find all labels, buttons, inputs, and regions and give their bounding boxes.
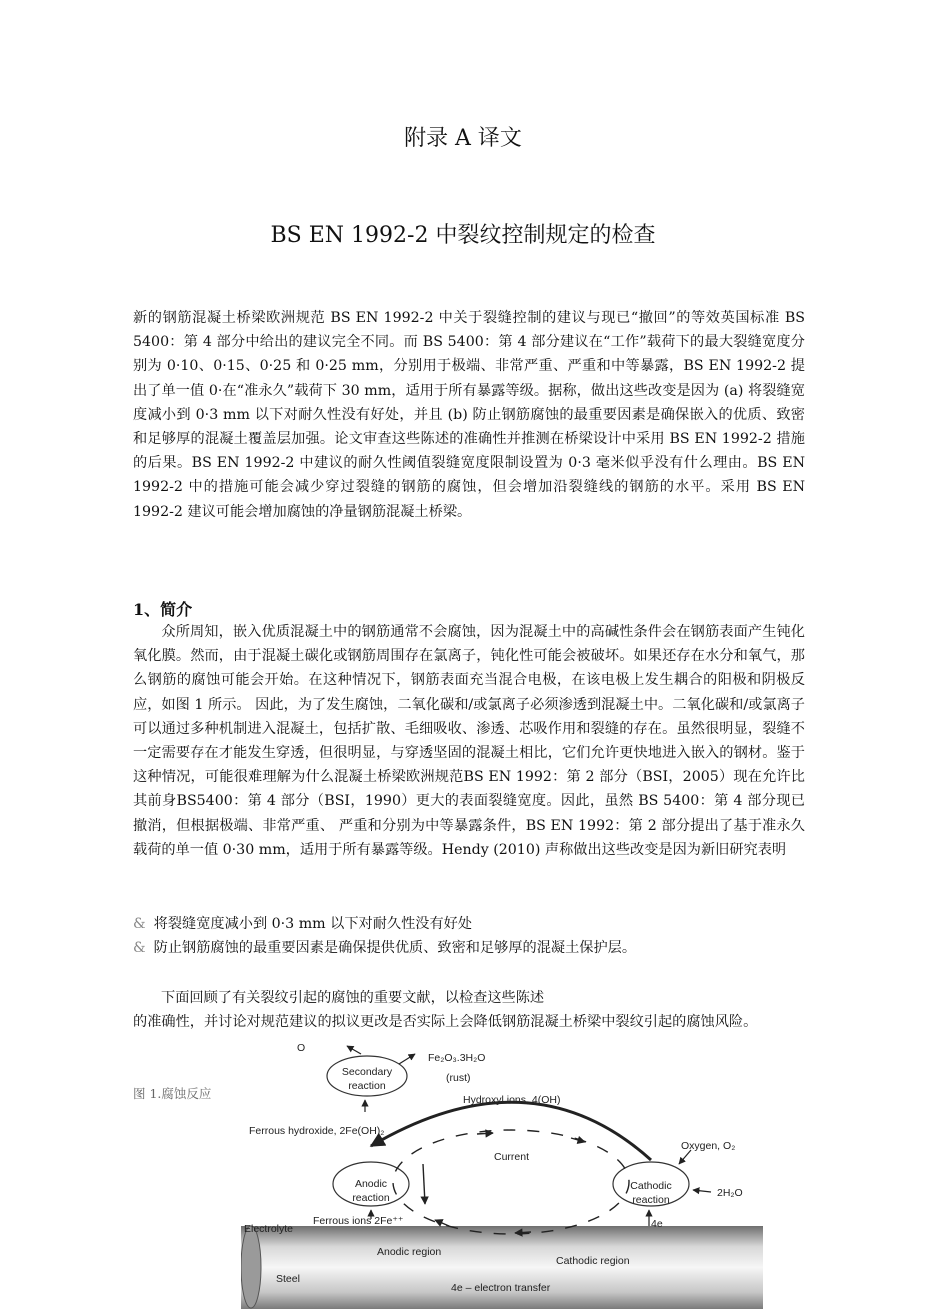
current-arrow: [515, 1232, 531, 1233]
steel-bar: [241, 1226, 763, 1309]
bullet-mark: &: [133, 940, 146, 956]
current-arrow: [477, 1133, 493, 1134]
bullet-item: [133, 937, 636, 957]
steel-bar-end: [241, 1226, 261, 1308]
bullet-text: 防止钢筋腐蚀的最重要因素是确保提供优质、致密和足够厚的混凝土保护层。: [153, 940, 637, 956]
article-title: BS EN 1992-2 中裂纹控制规定的检查: [270, 223, 656, 248]
label-4e: 4e: [651, 1218, 663, 1230]
current-arrow: [435, 1220, 449, 1226]
label-o2-top: O: [297, 1042, 306, 1054]
label-cathodic-region: Cathodic region: [556, 1255, 630, 1267]
label-current: Current: [494, 1151, 530, 1163]
oxygen-in-arrow: [679, 1150, 691, 1164]
abstract-paragraph: 新的钢筋混凝土桥梁欧洲规范 BS EN 1992-2 中关于裂缝控制的建议与现已“撤回”的等效英国标准 BS 5400：第 4 部分中给出的建议完全不同。而 BS 5400：第 4 部分建议在“工作”载荷下的最大裂缝宽度分别为 0·10、0·15、0·25 和 0·25 mm，分别用于极端、非常严重、严重和中等暴露，BS EN 1992-2 提出了单一值 0·在“准永久”载荷下 30 mm，适用于所有暴露等级。据称，做出这些改变是因为 (a) 将裂缝宽度减小到 0·3 mm 以下对耐久性没有好处，并且 (b) 防止钢筋腐蚀的最重要因素是确保嵌入的优质、致密和足够厚的混凝土覆盖层加强。论文审查这些陈述的准确性并推测在桥梁设计中采用 BS EN 1992-2 措施的后果。BS EN 1992-2 中建议的耐久性阈值裂缝宽度限制设置为 0·3 毫米似乎没有什么理由。BS EN 1992-2 中的措施可能会减少穿过裂缝的钢筋的腐蚀，但会增加沿裂缝线的钢筋的水平。采用 BS EN 1992-2 建议可能会增加腐蚀的净量钢筋混凝土桥梁。: [133, 310, 805, 520]
bullet-mark: &: [133, 916, 146, 932]
oxygen-arrow: [347, 1046, 361, 1054]
intro-paragraph: 众所周知，嵌入优质混凝土中的钢筋通常不会腐蚀，因为混凝土中的高碱性条件会在钢筋表面产生钝化氧化膜。然而，由于混凝土碳化或钢筋周围存在氯离子，钝化性可能会被破坏。如果还存在水分和氧气，那么钢筋的腐蚀可能会开始。在这种情况下，钢筋表面充当混合电极，在该电极上发生耦合的阳极和阴极反应，如图 1 所示。 因此，为了发生腐蚀，二氧化碳和/或氯离子必须渗透到混凝土中。二氧化碳和/或氯离子可以通过多种机制进入混凝土，包括扩散、毛细吸收、渗透、芯吸作用和裂缝的存在。虽然很明显，裂缝不一定需要存在才能发生穿透，但很明显，与穿透坚固的混凝土相比，它们允许更快地进入嵌入的钢材。鉴于这种情况，可能很难理解为什么混凝土桥梁欧洲规范BS EN 1992：第 2 部分（BSI，2005）现在允许比其前身BS5400：第 4 部分（BSI，1990）更大的表面裂缝宽度。因此，虽然 BS 5400：第 4 部分现已撤消，但根据极端、非常严重、 严重和分别为中等暴露条件，BS EN 1992：第 2 部分提出了基于准永久载荷的单一值 0·30 mm，适用于所有暴露等级。Hendy (2010) 声称做出这些改变是因为新旧研究表明: [133, 624, 805, 858]
water-in-arrow: [693, 1190, 711, 1192]
corrosion-reaction-figure: [241, 1034, 763, 1309]
label-hydroxyl-ions: Hydroxyl ions, 4(OH): [463, 1094, 561, 1106]
label-water: 2H₂O: [717, 1187, 743, 1199]
review-paragraph-line1: 下面回顾了有关裂纹引起的腐蚀的重要文献，以检查这些陈述: [161, 990, 545, 1006]
label-electron-transfer: 4e – electron transfer: [451, 1282, 551, 1294]
label-ferrous-hydroxide: Ferrous hydroxide, 2Fe(OH)₂: [249, 1125, 385, 1137]
review-paragraph-rest: 的准确性，并讨论对规范建议的拟议更改是否实际上会降低钢筋混凝土桥梁中裂纹引起的腐蚀风险。: [133, 1014, 758, 1030]
label-cathodic: Cathodic: [630, 1180, 672, 1192]
bullet-text: 将裂缝宽度减小到 0·3 mm 以下对耐久性没有好处: [153, 916, 473, 932]
label-anodic-region: Anodic region: [377, 1246, 442, 1258]
anodic-arrow: [423, 1164, 425, 1204]
appendix-title: 附录 A 译文: [404, 126, 522, 151]
label-anodic-reaction: reaction: [352, 1192, 390, 1204]
figure-caption: 图 1.腐蚀反应: [133, 1086, 212, 1101]
label-secondary-reaction: reaction: [348, 1080, 386, 1092]
current-loop: [393, 1130, 629, 1234]
label-cathodic-reaction: reaction: [632, 1194, 670, 1206]
label-rust: (rust): [446, 1072, 471, 1084]
label-secondary: Secondary: [341, 1066, 393, 1078]
bullet-item: [133, 913, 472, 933]
label-electrolyte: Electrolyte: [244, 1223, 294, 1235]
rust-arrow: [399, 1054, 415, 1064]
label-steel: Steel: [276, 1273, 300, 1285]
label-rust-formula: Fe₂O₃.3H₂O: [428, 1052, 486, 1064]
label-oxygen: Oxygen, O₂: [681, 1140, 736, 1152]
section-heading-introduction: 1、简介: [133, 600, 193, 619]
label-anodic: Anodic: [354, 1178, 388, 1190]
label-ferrous-ions: Ferrous ions 2Fe⁺⁺: [313, 1215, 404, 1227]
